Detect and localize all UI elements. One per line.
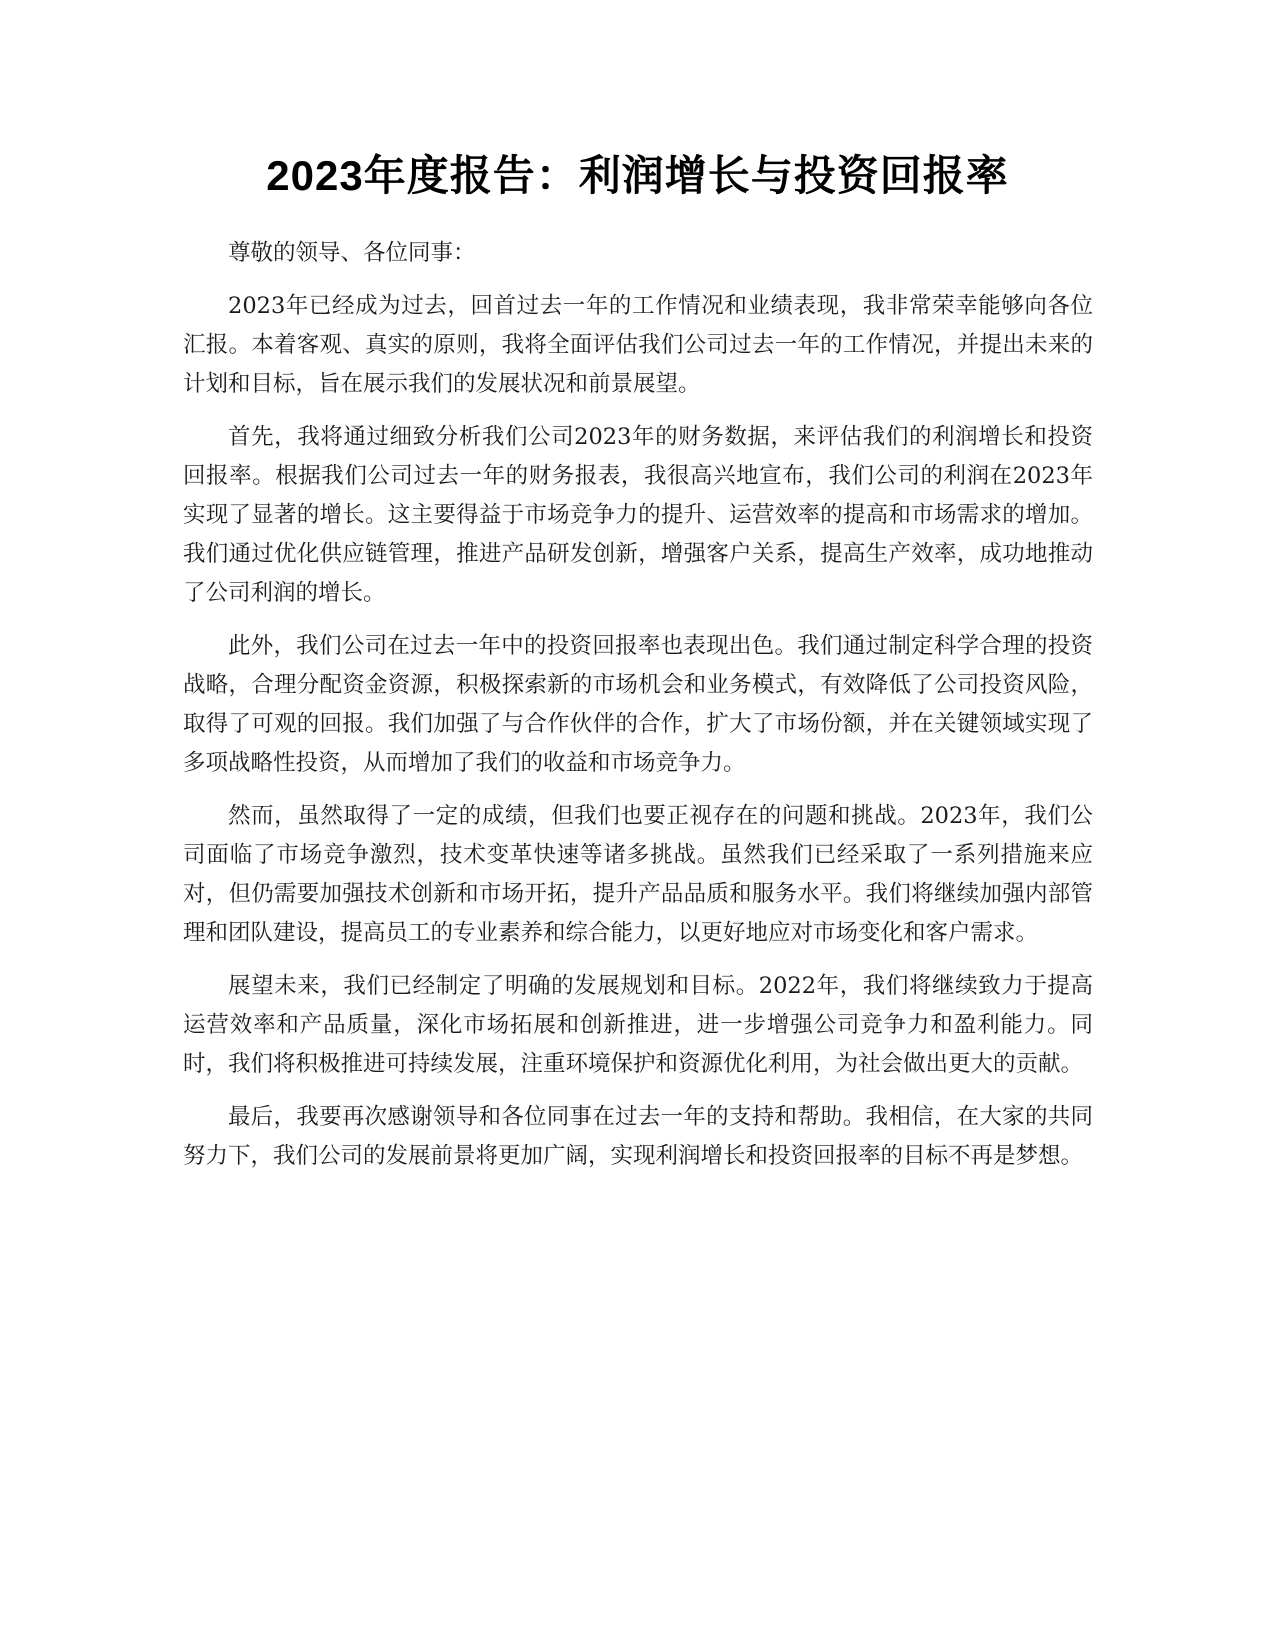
- paragraph-investment-return: 此外，我们公司在过去一年中的投资回报率也表现出色。我们通过制定科学合理的投资战略，合理分配资金资源，积极探索新的市场机会和业务模式，有效降低了公司投资风险，取得了可观的回报。我们加强了与合作伙伴的合作，扩大了市场份额，并在关键领域实现了多项战略性投资，从而增加了我们的收益和市场竞争力。: [183, 633, 1093, 776]
- paragraph-profit-growth: 首先，我将通过细致分析我们公司2023年的财务数据，来评估我们的利润增长和投资回报率。根据我们公司过去一年的财务报表，我很高兴地宣布，我们公司的利润在2023年实现了显著的增长。这主要得益于市场竞争力的提升、运营效率的提高和市场需求的增加。我们通过优化供应链管理，推进产品研发创新，增强客户关系，提高生产效率，成功地推动了公司利润的增长。: [183, 424, 1093, 606]
- document-title: 2023年度报告：利润增长与投资回报率: [266, 152, 1009, 199]
- document-body: [183, 234, 1093, 1190]
- paragraph-intro: 2023年已经成为过去，回首过去一年的工作情况和业绩表现，我非常荣幸能够向各位汇报。本着客观、真实的原则，我将全面评估我们公司过去一年的工作情况，并提出未来的计划和目标，旨在展示我们的发展状况和前景展望。: [183, 293, 1093, 397]
- greeting: 尊敬的领导、各位同事：: [228, 240, 476, 266]
- paragraph-closing: 最后，我要再次感谢领导和各位同事在过去一年的支持和帮助。我相信，在大家的共同努力下，我们公司的发展前景将更加广阔，实现利润增长和投资回报率的目标不再是梦想。: [183, 1104, 1093, 1169]
- paragraph-challenges: 然而，虽然取得了一定的成绩，但我们也要正视存在的问题和挑战。2023年，我们公司面临了市场竞争激烈，技术变革快速等诸多挑战。虽然我们已经采取了一系列措施来应对，但仍需要加强技术创新和市场开拓，提升产品品质和服务水平。我们将继续加强内部管理和团队建设，提高员工的专业素养和综合能力，以更好地应对市场变化和客户需求。: [183, 803, 1093, 946]
- paragraph-outlook: 展望未来，我们已经制定了明确的发展规划和目标。2022年，我们将继续致力于提高运营效率和产品质量，深化市场拓展和创新推进，进一步增强公司竞争力和盈利能力。同时，我们将积极推进可持续发展，注重环境保护和资源优化利用，为社会做出更大的贡献。: [183, 973, 1093, 1077]
